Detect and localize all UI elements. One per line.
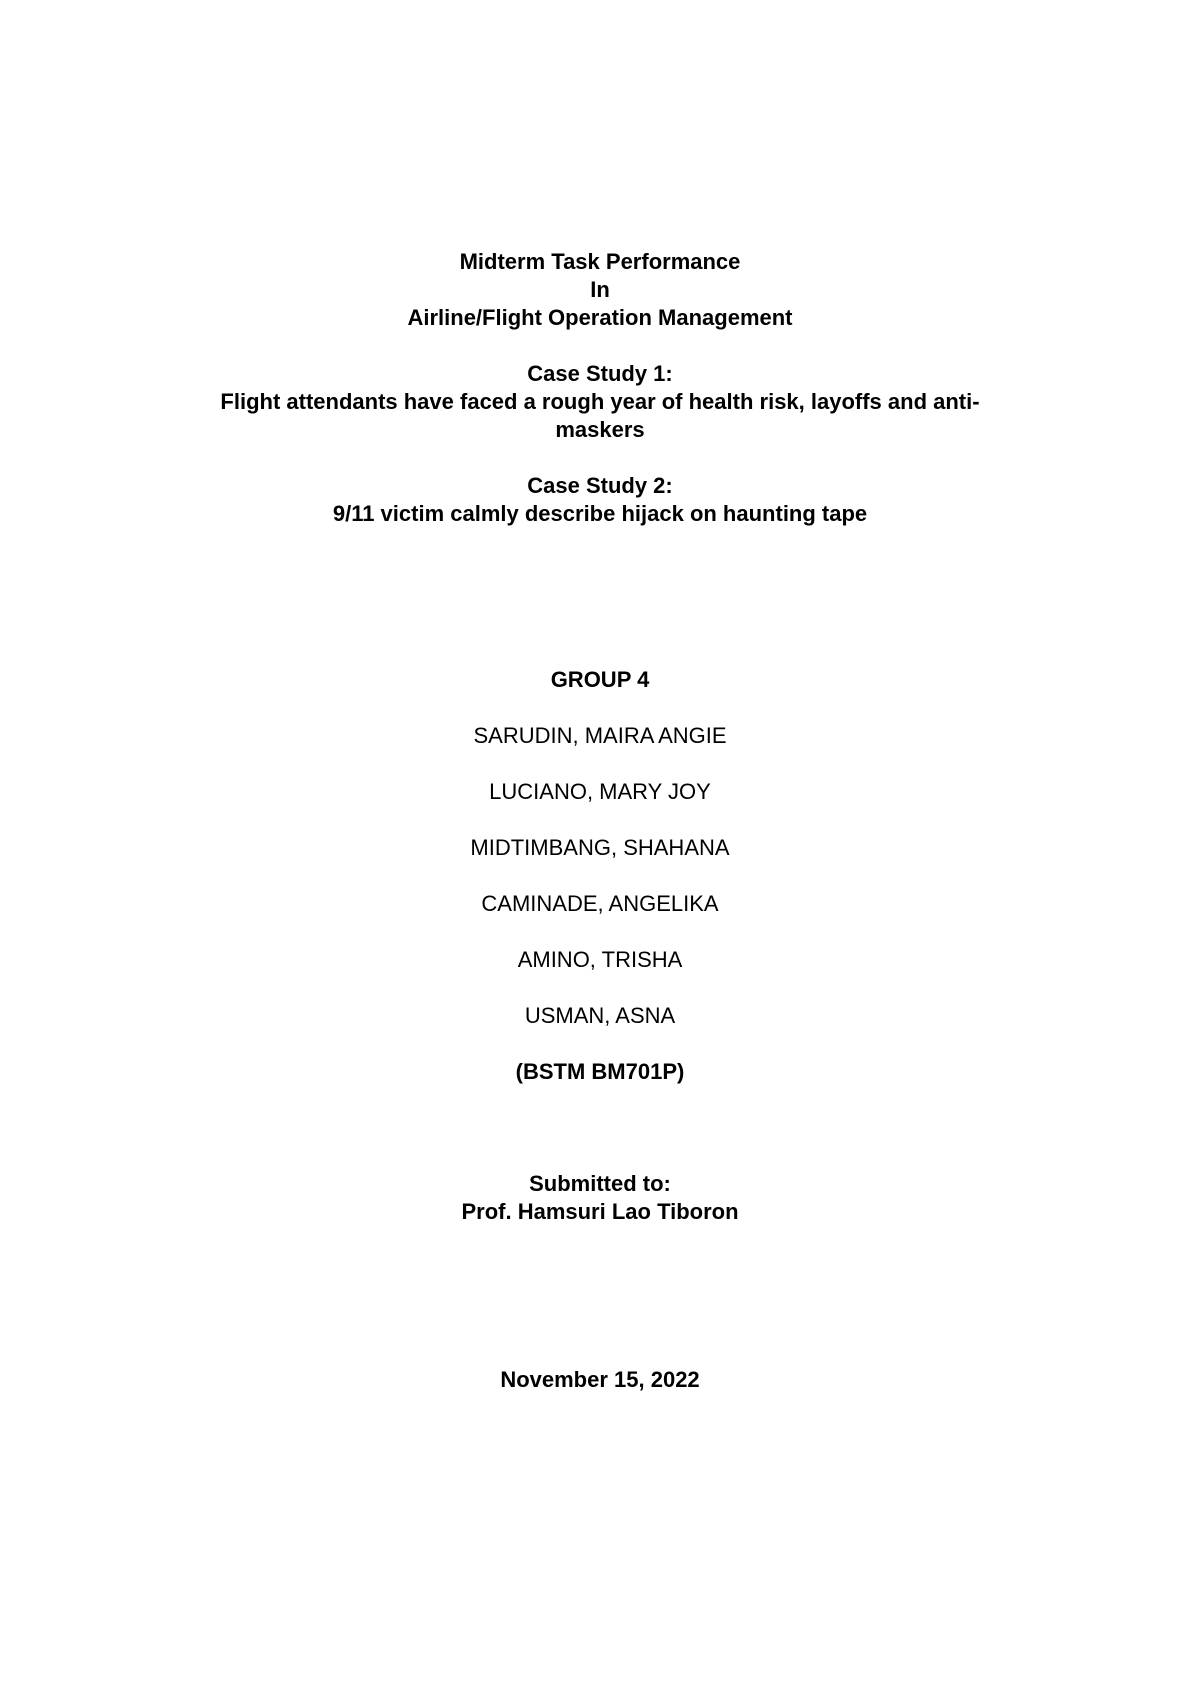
case-study-1-heading: Case Study 1: — [527, 361, 673, 386]
group-name: GROUP 4 — [550, 667, 650, 692]
professor-name: Prof. Hamsuri Lao Tiboron — [461, 1199, 739, 1224]
title-line-2: In — [590, 277, 610, 302]
group-member: LUCIANO, MARY JOY — [489, 779, 711, 804]
title-line-3: Airline/Flight Operation Management — [407, 305, 793, 330]
case-study-1-title-line-1: Flight attendants have faced a rough year of health risk, layoffs and anti- — [220, 389, 980, 414]
group-member: USMAN, ASNA — [524, 1003, 676, 1028]
case-study-2-heading: Case Study 2: — [527, 473, 673, 498]
case-study-1-title-line-2: maskers — [555, 417, 645, 442]
group-member: CAMINADE, ANGELIKA — [481, 891, 719, 916]
section-code: (BSTM BM701P) — [515, 1059, 685, 1084]
case-study-2-title: 9/11 victim calmly describe hijack on haunting tape — [332, 501, 868, 526]
title-line-1: Midterm Task Performance — [459, 249, 741, 274]
group-member: MIDTIMBANG, SHAHANA — [470, 835, 730, 860]
submitted-to-label: Submitted to: — [529, 1171, 671, 1196]
group-member: SARUDIN, MAIRA ANGIE — [473, 723, 727, 748]
group-member: AMINO, TRISHA — [517, 947, 683, 972]
submission-date: November 15, 2022 — [500, 1367, 700, 1392]
